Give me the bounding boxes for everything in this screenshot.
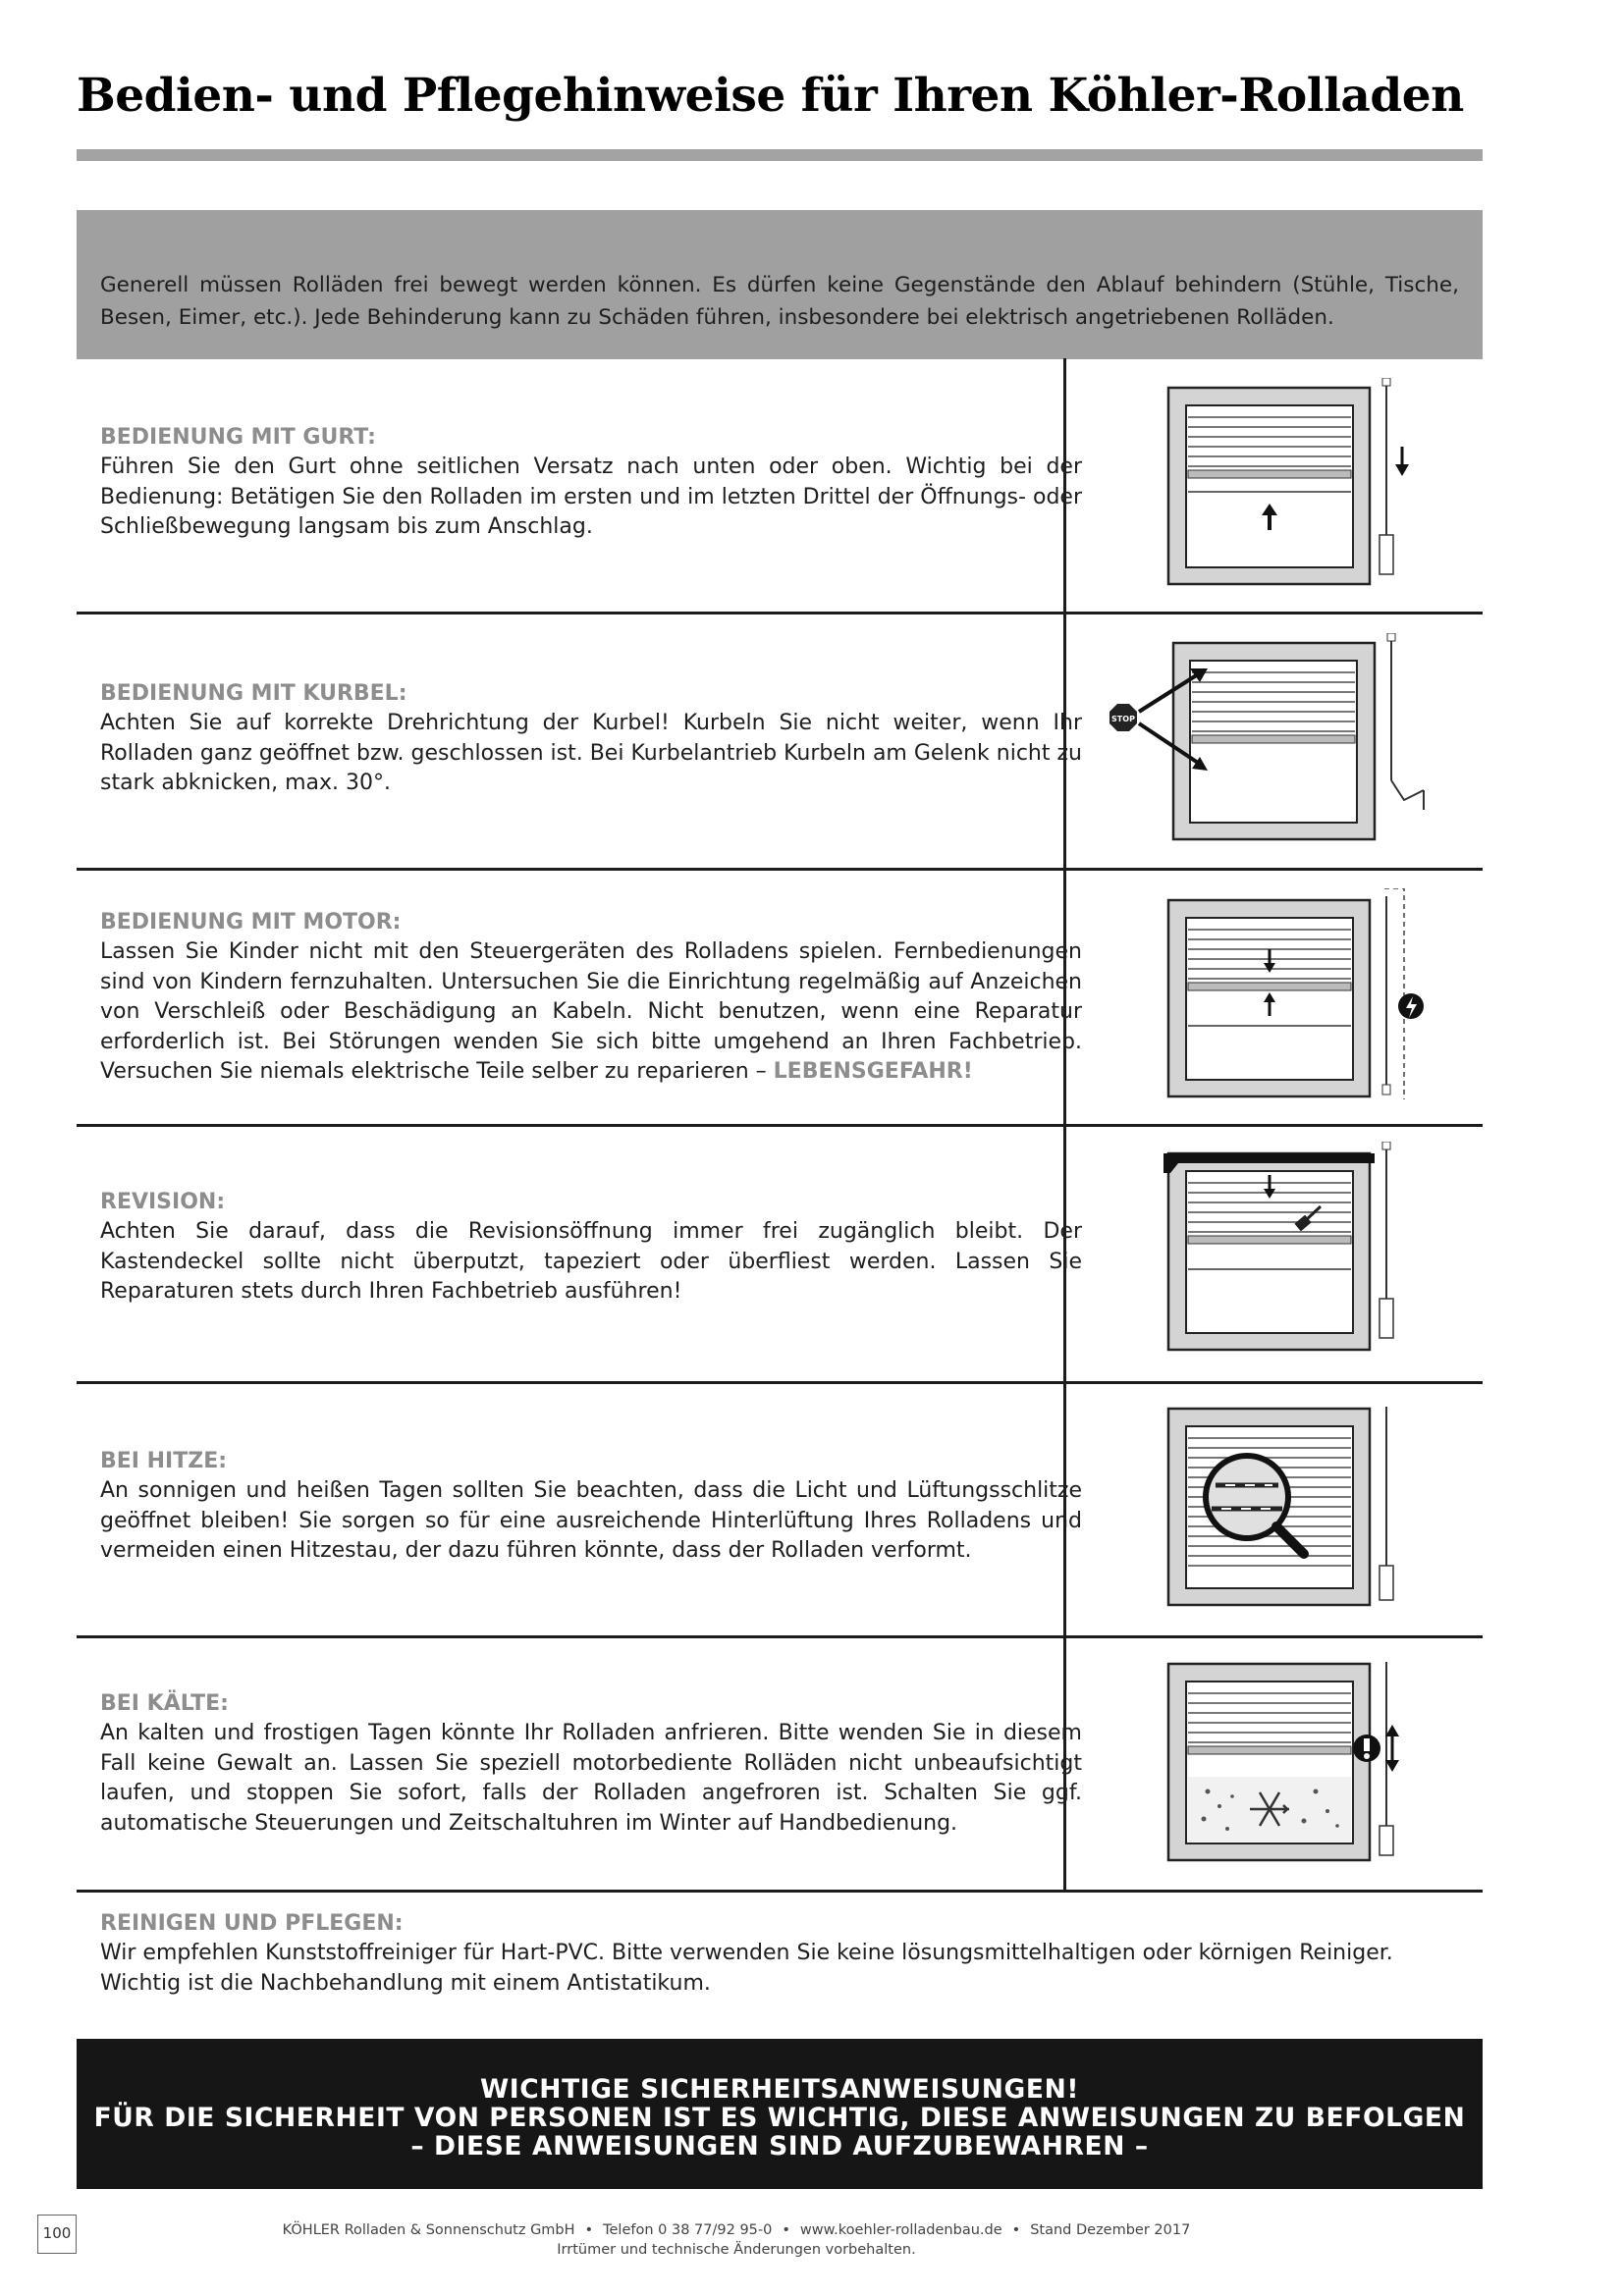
footer-disclaimer: Irrtümer und technische Änderungen vorbehalten. [557, 2242, 916, 2258]
section-heading: BEDIENUNG MIT KURBEL: [100, 681, 407, 706]
window-revision-icon [1109, 1142, 1443, 1358]
intro-text: Generell müssen Rolläden frei bewegt werden können. Es dürfen keine Gegenstände den Ablauf behindern (Stühle, Tische, Besen, Eimer, etc.). Jede Behinderung kann zu Schäden führen, insbesondere bei elektrisch angetriebenen Rolläden. [100, 273, 1459, 330]
window-frost-icon [1109, 1654, 1443, 1870]
title-rule [77, 149, 1483, 161]
intro-box [77, 210, 1483, 359]
window-crank-icon [1109, 633, 1443, 849]
footer-phone: Telefon 0 38 77/92 95-0 [603, 2222, 773, 2238]
footer-company: KÖHLER Rolladen & Sonnenschutz GmbH [282, 2222, 575, 2238]
care-heading: REINIGEN UND PFLEGEN: [100, 1911, 404, 1936]
section-body: Führen Sie den Gurt ohne seitlichen Versatz nach unten oder oben. Wichtig bei der Bedienung: Betätigen Sie den Rolladen im ersten und im letzten Drittel der Öffnungs- oder Schließbewegung langsam bis zum Anschlag. [100, 454, 1082, 539]
care-body: Wir empfehlen Kunststoffreiniger für Hart-PVC. Bitte verwenden Sie keine lösungsmittelhaltigen oder körnigen Reiniger. Wichtig ist die Nachbehandlung mit einem Antistatikum. [100, 1941, 1393, 1996]
section-body: Achten Sie auf korrekte Drehrichtung der Kurbel! Kurbeln Sie nicht weiter, wenn Ihr Rolladen ganz geöffnet bzw. geschlossen ist. Bei Kurbelantrieb Kurbeln am Gelenk nicht zu stark abknicken, max. 30°. [100, 711, 1082, 795]
danger-emphasis: LEBENSGEFAHR! [773, 1059, 973, 1084]
footer: KÖHLER Rolladen & Sonnenschutz GmbH • Telefon 0 38 77/92 95-0 • www.koehler-rolladenbau.de • Stand Dezember 2017 Irrtümer und technische Änderungen vorbehalten. [245, 2220, 1227, 2260]
section-heading: BEDIENUNG MIT MOTOR: [100, 910, 402, 934]
section-heading: BEI HITZE: [100, 1449, 228, 1473]
stop-sign-text: STOP [1111, 715, 1135, 723]
section-body: An kalten und frostigen Tagen könnte Ihr Rolladen anfrieren. Bitte wenden Sie in diesem Fall keine Gewalt an. Lassen Sie speziell motorbediente Rolläden nicht unbeaufsichtigt laufen, und stoppen Sie sofort, falls der Rolladen angefroren ist. Schalten Sie ggf. automatische Steuerungen und Zeitschaltuhren im Winter auf Handbedienung. [100, 1721, 1082, 1836]
footer-date: Stand Dezember 2017 [1030, 2222, 1191, 2238]
page-number: 100 [37, 2215, 77, 2254]
section-body-text: Lassen Sie Kinder nicht mit den Steuergeräten des Rolladens spielen. Fernbedienungen sind von Kindern fernzuhalten. Untersuchen Sie die Einrichtung regelmäßig auf Anzeichen von Verschleiß oder Beschädigung an Kabeln. Nicht benutzen, wenn eine Reparatur erforderlich ist. Bei Störungen wenden Sie sich bitte umgehend an Ihren Fachbetrieb. Versuchen Sie niemals elektrische Teile selber zu reparieren – [100, 939, 1082, 1084]
page-title: Bedien- und Pflegehinweise für Ihren Köhler-Rolladen [77, 69, 1464, 123]
care-section [100, 1909, 1475, 1999]
window-heat-magnifier-icon [1109, 1399, 1443, 1615]
window-motor-icon [1109, 888, 1443, 1104]
section-heading: BEI KÄLTE: [100, 1691, 229, 1716]
safety-line-1: WICHTIGE SICHERHEITSANWEISUNGEN! [479, 2074, 1080, 2105]
window-belt-icon [1109, 378, 1443, 594]
safety-line-3: – DIESE ANWEISUNGEN SIND AUFZUBEWAHREN – [410, 2131, 1149, 2162]
safety-line-2: FÜR DIE SICHERHEIT VON PERSONEN IST ES WICHTIG, DIESE ANWEISUNGEN ZU BEFOLGEN [93, 2103, 1466, 2133]
section-heading: BEDIENUNG MIT GURT: [100, 425, 376, 450]
section-heading: REVISION: [100, 1190, 226, 1214]
footer-website[interactable]: www.koehler-rolladenbau.de [799, 2222, 1002, 2238]
section-body [100, 937, 1082, 1088]
safety-box [77, 2039, 1483, 2189]
section-body: Achten Sie darauf, dass die Revisionsöffnung immer frei zugänglich bleibt. Der Kastendeckel sollte nicht überputzt, tapeziert oder überfliest werden. Lassen Sie Reparaturen stets durch Ihren Fachbetrieb ausführen! [100, 1219, 1082, 1304]
section-body: An sonnigen und heißen Tagen sollten Sie beachten, dass die Licht und Lüftungsschlitze geöffnet bleiben! Sie sorgen so für eine ausreichende Hinterlüftung Ihres Rolladens und vermeiden einen Hitzestau, der dazu führen könnte, dass der Rolladen verformt. [100, 1478, 1082, 1563]
